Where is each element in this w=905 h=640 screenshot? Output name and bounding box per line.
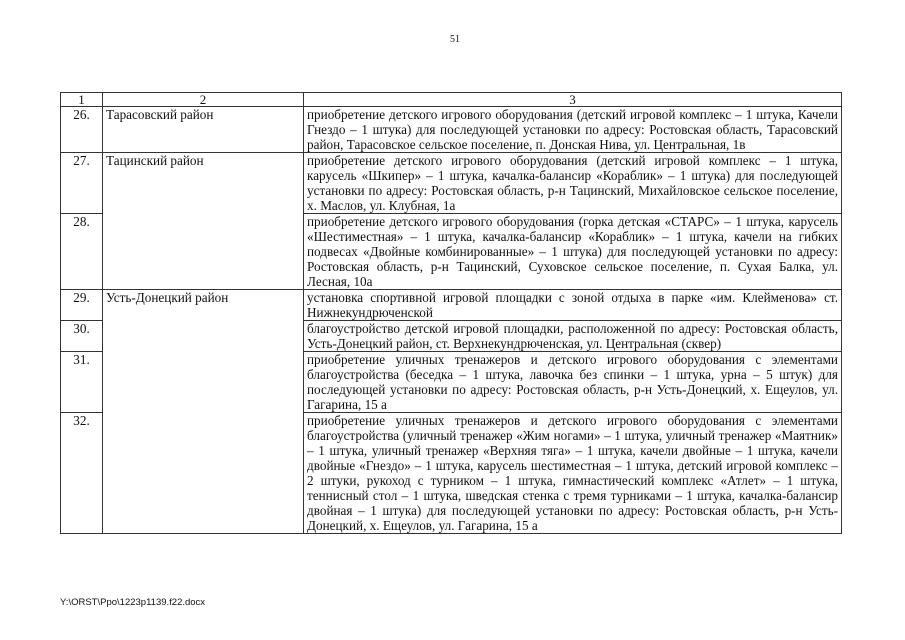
row-description: приобретение детского игрового оборудования (детский игровой комплекс – 1 штука, карусель «Шкипер» – 1 штука, качалка-балансир «Кораблик» – 1 штука) для последующей установки по адресу: Ростовская область, р-н Тацинский, Михайловское сельское поселение, х. Маслов, ул. Клубная, 1а <box>304 153 842 214</box>
row-description: благоустройство детской игровой площадки, расположенной по адресу: Ростовская область, Усть-Донецкий район, ст. Верхнекундрюченская, ул. Центральная (сквер) <box>304 321 842 352</box>
row-number: 29. <box>61 290 103 321</box>
row-description: приобретение уличных тренажеров и детского игрового оборудования с элементами благоустройства (беседка – 1 штука, лавочка без спинки – 1 штука, урна – 5 штук) для последующей установки по адресу: Ростовская область, р-н Усть-Донецкий, х. Ещеулов, ул. Гагарина, 15 а <box>304 352 842 413</box>
table-row <box>61 153 842 214</box>
row-description: приобретение детского игрового оборудования (детский игровой комплекс – 1 штука, Качели Гнездо – 1 штука) для последующей установки по адресу: Ростовская область, Тарасовский район, Тарасовское сельское поселение, п. Донская Нива, ул. Центральная, 1в <box>304 107 842 153</box>
page-number: 51 <box>450 34 460 45</box>
district-name: Тарасовский район <box>103 107 304 153</box>
header-col-2: 2 <box>103 93 304 107</box>
row-number: 31. <box>61 352 103 413</box>
district-name: Усть-Донецкий район <box>103 290 304 534</box>
row-number: 26. <box>61 107 103 153</box>
header-col-3: 3 <box>304 93 842 107</box>
districts-table <box>60 92 842 534</box>
table-row <box>61 290 842 321</box>
row-number: 27. <box>61 153 103 214</box>
table-row <box>61 107 842 153</box>
row-description: приобретение уличных тренажеров и детского игрового оборудования с элементами благоустройства (уличный тренажер «Жим ногами» – 1 штука, уличный тренажер «Маятник» – 1 штука, уличный тренажер «Верхняя тяга» – 1 штука, качели двойные – 1 штука, качели двойные «Гнездо» – 1 штука, карусель шестиместная – 1 штука, детский игровой комплекс – 2 штуки, рукоход с турником – 1 штука, гимнастический комплекс «Атлет» – 1 штука, теннисный стол – 1 штука, шведская стенка с тремя турниками – 1 штука, качалка-балансир двойная – 1 штука) для последующей установки по адресу: Ростовская область, р-н Усть-Донецкий, х. Ещеулов, ул. Гагарина, 15 а <box>304 413 842 534</box>
row-number: 30. <box>61 321 103 352</box>
district-name: Тацинский район <box>103 153 304 290</box>
row-number: 32. <box>61 413 103 534</box>
row-description: установка спортивной игровой площадки с зоной отдыха в парке «им. Клейменова» ст. Нижнекундрюченской <box>304 290 842 321</box>
header-col-1: 1 <box>61 93 103 107</box>
row-number: 28. <box>61 214 103 290</box>
file-path-footer: Y:\ORST\Ppo\1223p1139.f22.docx <box>60 597 206 608</box>
row-description: приобретение детского игрового оборудования (горка детская «СТАРС» – 1 штука, карусель «Шестиместная» – 1 штука, качалка-балансир «Кораблик» – 1 штука, качели на гибких подвесах «Двойные комбинированные» – 1 штука) для последующей установки по адресу: Ростовская область, р-н Тацинский, Суховское сельское поселение, п. Сухая Балка, ул. Лесная, 10а <box>304 214 842 290</box>
table-header-row <box>61 93 842 107</box>
